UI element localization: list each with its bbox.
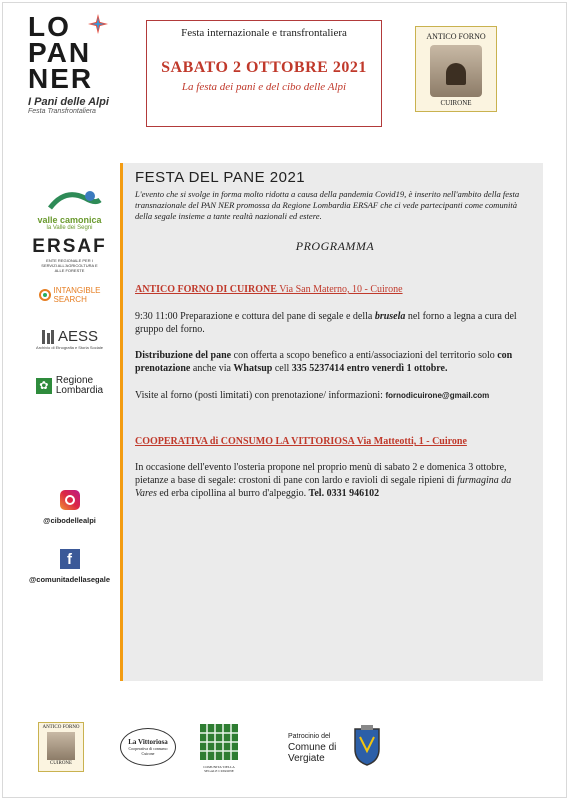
valle-sublabel: la Valle dei Segni xyxy=(46,225,93,231)
aess-icon xyxy=(41,329,55,345)
vittoriosa-logo-sub: Cooperativa di consumo xyxy=(128,746,168,751)
regione-label-1: Regione xyxy=(55,375,94,386)
antico-forno-address: Via San Materno, 10 - Cuirone xyxy=(276,284,403,295)
section-antico-forno-title xyxy=(135,284,535,295)
logo-line-1: LO xyxy=(28,11,71,42)
logo-subtitle-2: Festa Transfrontaliera xyxy=(28,108,96,115)
forno-schedule-text xyxy=(135,310,535,336)
osteria-text-2: ed erba cipollina al burro d'alpeggio. xyxy=(156,488,309,499)
valle-camonica-icon xyxy=(30,186,110,216)
program-panel xyxy=(120,163,543,681)
vittoriosa-address: Via Matteotti, 1 - Cuirone xyxy=(354,436,467,447)
distribution-text xyxy=(135,349,535,375)
festa-heading: FESTA DEL PANE 2021 xyxy=(135,169,306,186)
regione-label-2: Lombardia xyxy=(55,385,104,396)
vergiate-coat-of-arms-icon xyxy=(352,725,382,767)
programma-heading: PROGRAMMA xyxy=(295,239,375,253)
patrocinio-block xyxy=(288,733,336,764)
aess-label: AESS xyxy=(57,328,99,345)
distribution-text-1: con offerta a scopo benefico a enti/associazioni del territorio solo xyxy=(231,350,498,361)
vergiate-label: Vergiate xyxy=(288,753,325,764)
section-vittoriosa-title xyxy=(135,436,535,447)
osteria-phone: Tel. 0331 946102 xyxy=(308,488,380,499)
intangible-label-1: INTANGIBLE xyxy=(53,286,101,295)
footer-forno-place: CUIRONE xyxy=(49,761,73,766)
brusela-text: brusela xyxy=(374,311,406,322)
ersaf-logo xyxy=(22,236,117,273)
instagram-block[interactable] xyxy=(22,490,117,525)
facebook-handle[interactable]: @comunitadellasegale xyxy=(28,575,111,584)
regione-lombardia-logo xyxy=(22,376,117,396)
aess-logo xyxy=(22,328,117,350)
instagram-handle[interactable]: @cibodellealpi xyxy=(43,516,96,525)
antico-forno-label: ANTICO FORNO xyxy=(426,32,486,41)
furmagina-text: furmagina da Vares xyxy=(135,475,512,499)
event-date: SABATO 2 OTTOBRE 2021 xyxy=(161,59,367,76)
event-title-box xyxy=(146,20,382,127)
aess-sublabel: Archivio di Etnografia e Storia Sociale xyxy=(36,345,103,350)
osteria-text xyxy=(135,461,535,500)
logo-line-3: NER xyxy=(28,63,94,94)
comunita-label: COMUNITA' DELLA SEGALE CUIRONE xyxy=(203,765,235,773)
event-tagline: La festa dei pani e del cibo delle Alpi xyxy=(181,81,347,93)
footer-oven-icon xyxy=(47,732,75,760)
intangible-search-icon xyxy=(39,289,51,301)
ersaf-sublabel: ENTE REGIONALE PER I SERVIZI ALL'AGRICOLTURA E ALLE FORESTE xyxy=(41,258,98,273)
footer-antico-forno-logo xyxy=(38,722,84,772)
distribution-text-3: cell xyxy=(272,363,292,374)
intro-text: L'evento che si svolge in forma molto ridotta a causa della pandemia Covid19, è inserito nell'ambito della festa transnazionale del PAN NER promossa da Regione Lombardia ERSAF che ci vede partecipanti come comunità della segale insieme a tante realtà nazionali ed estere. xyxy=(135,189,520,221)
prenotazione-strong: con prenotazione xyxy=(135,350,513,374)
comune-label: Comune di xyxy=(288,742,337,753)
visits-label: Visite al forno (posti limitati) con prenotazione/ informazioni: xyxy=(135,390,386,401)
facebook-block[interactable] xyxy=(22,549,117,584)
valle-label: valle camonica xyxy=(37,215,102,225)
patrocinio-label: Patrocinio del xyxy=(288,733,331,740)
distribution-text-2: anche via xyxy=(190,363,234,374)
osteria-text-1: In occasione dell'evento l'osteria propone nel proprio menù di sabato 2 e domenica 3 ottobre, pietanze a base di segale: crostoni di pane con lardo e ravioli di segale ripieni di xyxy=(135,462,507,486)
visits-text xyxy=(135,389,535,402)
antico-forno-place: CUIRONE xyxy=(440,99,472,107)
vittoriosa-logo-place: Cuirone xyxy=(141,751,155,756)
schedule-text-1: 9:30 11:00 Preparazione e cottura del pane di segale e della xyxy=(135,311,375,322)
footer-comunita-logo xyxy=(200,724,238,772)
logo-subtitle: I Pani delle Alpi xyxy=(28,96,109,108)
logo-line-2: PAN xyxy=(28,37,92,68)
pan-ner-logo xyxy=(28,11,128,115)
instagram-icon[interactable] xyxy=(60,490,80,510)
segale-field-icon xyxy=(200,724,238,760)
intangible-search-logo xyxy=(22,286,117,304)
antico-forno-logo xyxy=(415,26,497,112)
oven-icon xyxy=(430,45,482,97)
intangible-label-2: SEARCH xyxy=(53,295,87,304)
facebook-icon[interactable]: f xyxy=(60,549,80,569)
ersaf-label: ERSAF xyxy=(32,236,107,257)
antico-forno-name: ANTICO FORNO DI CUIRONE xyxy=(135,284,277,295)
vittoriosa-logo-title: La Vittoriosa xyxy=(128,738,168,746)
valle-camonica-logo xyxy=(22,186,117,231)
lombardia-rose-icon: ✿ xyxy=(36,378,52,394)
footer-forno-label: ANTICO FORNO xyxy=(42,725,80,730)
footer-vittoriosa-logo xyxy=(120,728,176,766)
event-subheading: Festa internazionale e transfrontaliera xyxy=(181,27,347,39)
phone-deadline-strong: 335 5237414 entro venerdì 1 ottobre. xyxy=(291,363,448,374)
email-link[interactable]: fornodicuirone@gmail.com xyxy=(385,391,490,400)
vittoriosa-name: COOPERATIVA di CONSUMO LA VITTORIOSA xyxy=(135,436,355,447)
star-icon xyxy=(88,14,108,34)
whatsup-strong: Whatsup xyxy=(233,363,273,374)
schedule-text-2: nel forno a legna a cura del gruppo del forno. xyxy=(135,311,517,335)
distribution-strong: Distribuzione del pane xyxy=(135,350,232,361)
